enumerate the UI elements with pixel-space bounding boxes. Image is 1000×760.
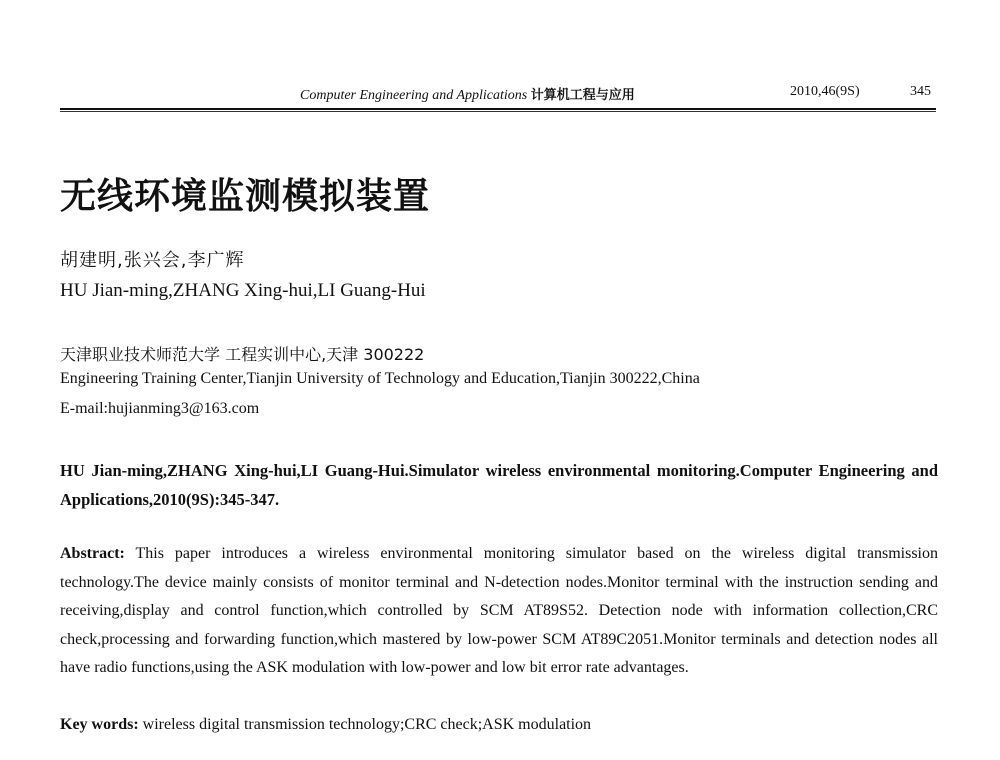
author-email: E-mail:hujianming3@163.com [60,400,260,417]
keywords-text: wireless digital transmission technology;CRC check;ASK modulation [142,716,592,733]
abstract-text: This paper introduces a wireless environmental monitoring simulator based on the wireless digital transmission technology.The device mainly consists of monitor terminal and N-detection nodes.Monitor terminal with the instruction sending and receiving,display and control function,which controlled by SCM AT89S52. Detection node with information collection,CRC check,processing and forwarding function,which mastered by low-power SCM AT89C2051.Monitor terminals and detection nodes all have radio functions,using the ASK modulation with low-power and low bit error rate advantages. [60,545,939,677]
abstract [60,540,938,683]
paper-title: 无线环境监测模拟装置 [60,175,431,217]
running-header [60,84,936,108]
issue-info: 2010,46(9S) [790,84,860,99]
affiliation-en: Engineering Training Center,Tianjin University of Technology and Education,Tianjin 300222,China [60,370,700,387]
journal-name [300,84,635,104]
journal-name-cn: 计算机工程与应用 [530,88,635,103]
authors-cn: 胡建明,张兴会,李广辉 [60,250,245,271]
citation: HU Jian-ming,ZHANG Xing-hui,LI Guang-Hui.Simulator wireless environmental monitoring.Computer Engineering and Applications,2010(9S):345-347. [60,461,938,509]
authors-en: HU Jian-ming,ZHANG Xing-hui,LI Guang-Hui [60,280,426,301]
abstract-label: Abstract: [60,545,125,562]
page-number: 345 [910,84,931,99]
affiliation-cn: 天津职业技术师范大学 工程实训中心,天津 300222 [60,345,425,364]
keywords-label: Key words: [60,716,139,733]
header-rule-thin [60,111,936,112]
journal-name-en: Computer Engineering and Applications [300,88,528,103]
keywords [60,716,591,734]
header-rule [60,108,936,110]
